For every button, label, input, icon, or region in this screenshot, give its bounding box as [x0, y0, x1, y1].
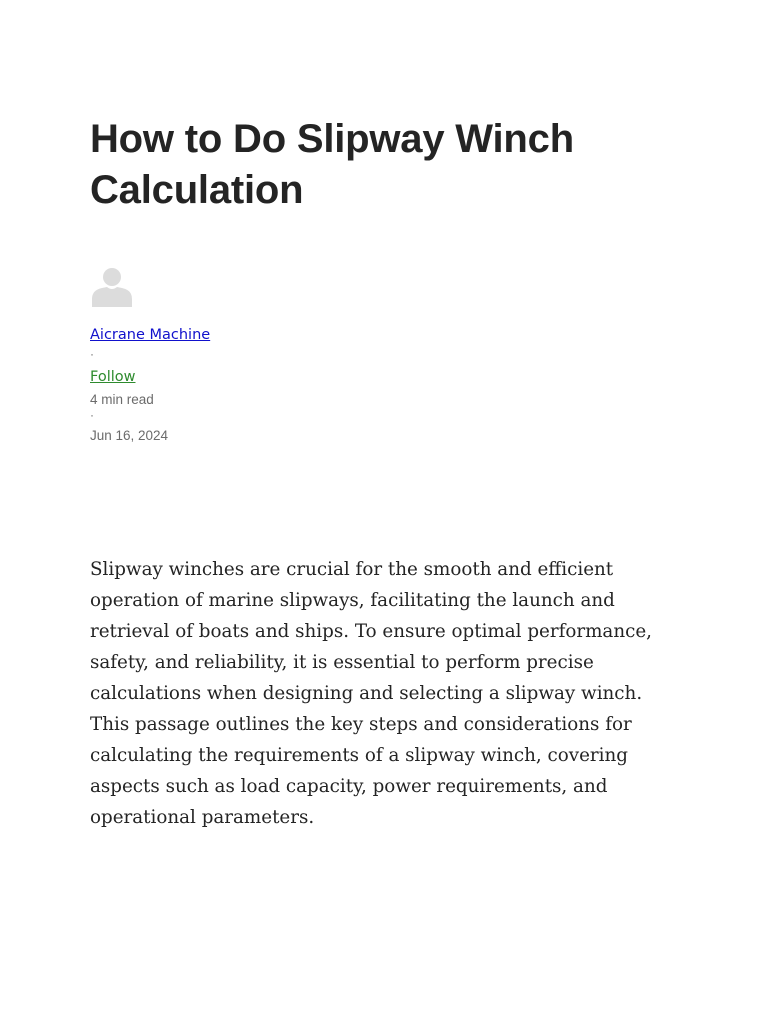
meta-separator: ·	[90, 347, 94, 361]
article-paragraph: Slipway winches are crucial for the smooth and efficient operation of marine slipways, facilitating the launch and retrieval of boats and ships. To ensure optimal performance, safety, and reliability, it is essential to perform precise calculations when designing and selecting a slipway winch. This passage outlines the key steps and considerations for calculating the requirements of a slipway winch, covering aspects such as load capacity, power requirements, and operational parameters.	[90, 559, 652, 828]
user-avatar-icon[interactable]	[90, 263, 134, 307]
publish-date: Jun 16, 2024	[90, 428, 169, 443]
author-link[interactable]: Aicrane Machine	[90, 327, 211, 343]
article-meta	[90, 323, 390, 444]
meta-separator: ·	[90, 408, 94, 422]
article-title: How to Do Slipway Winch Calculation	[90, 117, 574, 212]
follow-link[interactable]: Follow	[90, 369, 136, 385]
read-time: 4 min read	[90, 392, 154, 407]
